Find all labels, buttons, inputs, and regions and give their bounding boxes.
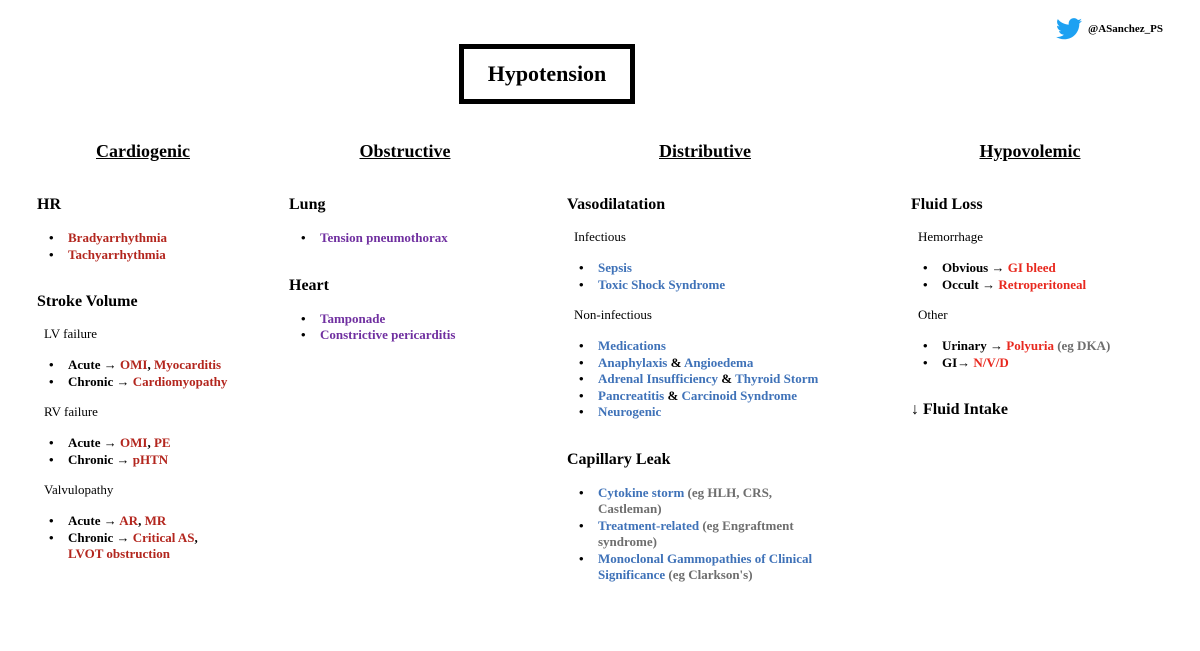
section-heading: ↓ Fluid Intake: [911, 401, 1008, 418]
list-item-text: ,: [138, 513, 145, 528]
list-item-text: LVOT obstruction: [68, 546, 170, 561]
list-item-text: Anaphylaxis: [598, 354, 668, 370]
bullet-list: [37, 230, 227, 263]
list-item-text: Myocarditis: [153, 357, 222, 372]
list-item-text: Sepsis: [598, 260, 632, 275]
list-item: [567, 518, 818, 551]
list-item-text: Chronic →: [68, 373, 133, 389]
list-item: [567, 277, 818, 294]
list-item-text: Bradyarrhythmia: [68, 230, 167, 245]
list-item: [911, 260, 1110, 277]
list-item: [289, 327, 455, 344]
subsection-label: LV failure: [44, 326, 98, 341]
list-item: [567, 260, 818, 277]
twitter-bird-icon: [1056, 18, 1082, 40]
bullet-list: [911, 260, 1110, 293]
column-distributive: [567, 195, 818, 584]
list-item-text: Obvious →: [942, 260, 1008, 275]
list-item-text: Critical AS: [132, 529, 195, 545]
section-heading: Fluid Loss: [911, 196, 983, 213]
list-item-text: (eg DKA): [1053, 338, 1111, 353]
list-item-text: Adrenal Insufficiency: [598, 371, 719, 386]
list-item-text: Polyuria: [1006, 338, 1054, 353]
list-item-text: OMI: [120, 357, 148, 372]
list-item-text: Treatment-related: [598, 517, 700, 533]
list-item-text: &: [664, 387, 682, 403]
list-item-text: Significance: [598, 567, 666, 582]
handle-text: @ASanchez_PS: [1088, 23, 1164, 35]
section-heading: Lung: [289, 196, 326, 213]
list-item: [567, 404, 818, 421]
list-item-text: Thyroid Storm: [735, 371, 819, 386]
list-item: [37, 357, 227, 374]
list-item: [289, 230, 455, 247]
column-obstructive: [289, 195, 455, 344]
list-item: [37, 513, 227, 530]
list-item: [289, 311, 455, 328]
list-item-text: Acute →: [68, 435, 120, 450]
section-heading: Capillary Leak: [567, 450, 671, 468]
list-item: [37, 435, 227, 452]
header-hypovolemic: Hypovolemic: [979, 141, 1081, 161]
list-item-text: (eg Clarkson's): [665, 567, 753, 582]
list-item-text: pHTN: [132, 451, 169, 467]
list-item-text: Toxic Shock Syndrome: [598, 276, 726, 292]
bullet-list: [567, 338, 818, 421]
list-item-text: GI bleed: [1007, 260, 1056, 275]
list-item-text: PE: [153, 435, 171, 450]
list-item-text: MR: [144, 513, 167, 528]
list-item-text: GI→: [942, 354, 974, 370]
list-item-text: ,: [147, 435, 154, 450]
list-item: [37, 452, 227, 469]
list-item: [567, 371, 818, 388]
list-item-text: Pancreatitis: [598, 387, 665, 403]
list-item-text: Acute →: [68, 513, 120, 528]
list-item: [911, 277, 1110, 294]
bullet-list: [289, 311, 455, 344]
subsection-label: RV failure: [44, 404, 98, 419]
subsection-label: Hemorrhage: [918, 229, 983, 244]
list-item-text: Neurogenic: [598, 404, 662, 419]
list-item-text: Retroperitoneal: [998, 276, 1087, 292]
list-item-text: &: [667, 354, 684, 370]
page-title: Hypotension: [487, 61, 607, 86]
list-item-text: &: [718, 371, 736, 386]
section-heading: Stroke Volume: [37, 293, 138, 310]
bullet-list: [37, 513, 227, 563]
list-item-text: Tension pneumothorax: [320, 230, 448, 245]
column-hypovolemic: [911, 195, 1110, 420]
list-item-text: Tamponade: [320, 310, 386, 326]
subsection-label: Other: [918, 307, 948, 322]
list-item-text: Tachyarrhythmia: [68, 246, 166, 262]
list-item-text: Urinary →: [942, 338, 1007, 353]
column-cardiogenic: [37, 195, 227, 563]
list-item-text: syndrome): [598, 534, 657, 549]
list-item: [567, 551, 818, 584]
list-item-text: ,: [147, 357, 154, 372]
list-item-text: Angioedema: [684, 354, 754, 370]
header-obstructive: Obstructive: [359, 141, 451, 161]
subsection-label: Infectious: [574, 229, 626, 244]
header-cardiogenic: Cardiogenic: [96, 141, 190, 161]
header-distributive: Distributive: [659, 141, 751, 161]
bullet-list: [37, 435, 227, 468]
list-item: [911, 355, 1110, 372]
list-item-text: Chronic →: [68, 529, 133, 545]
bullet-list: [567, 485, 818, 584]
list-item-text: (eg Engraftment: [699, 517, 794, 533]
list-item-text: (eg HLH, CRS,: [684, 484, 773, 500]
twitter-handle: [1056, 18, 1163, 40]
list-item: [567, 485, 818, 518]
list-item-text: ,: [194, 529, 198, 545]
bullet-list: [37, 357, 227, 390]
list-item: [37, 374, 227, 391]
bullet-list: [911, 338, 1110, 371]
list-item-text: Cardiomyopathy: [132, 373, 228, 389]
subsection-label: Non-infectious: [574, 307, 652, 322]
section-heading: Heart: [289, 276, 329, 294]
list-item-text: Acute →: [68, 357, 120, 372]
list-item-text: Carcinoid Syndrome: [681, 387, 797, 403]
list-item-text: Occult →: [942, 276, 999, 292]
bullet-list: [567, 260, 818, 293]
list-item-text: Chronic →: [68, 451, 133, 467]
bullet-list: [289, 230, 455, 247]
list-item-text: Constrictive pericarditis: [320, 327, 456, 342]
list-item-text: Medications: [598, 338, 666, 353]
list-item-text: Cytokine storm: [598, 484, 685, 500]
title-box: [459, 44, 635, 104]
list-item: [567, 355, 818, 372]
section-heading: Vasodilatation: [567, 196, 666, 213]
list-item: [567, 388, 818, 405]
list-item: [911, 338, 1110, 355]
list-item-text: Monoclonal Gammopathies of Clinical: [598, 550, 813, 566]
section-heading: HR: [37, 196, 61, 213]
list-item-text: AR: [119, 513, 139, 528]
subsection-label: Valvulopathy: [44, 482, 114, 497]
list-item-text: OMI: [120, 435, 148, 450]
list-item: [37, 247, 227, 264]
list-item-text: N/V/D: [973, 354, 1009, 370]
list-item: [37, 230, 227, 247]
list-item: [567, 338, 818, 355]
list-item: [37, 530, 227, 563]
list-item-text: Castleman): [598, 501, 662, 516]
